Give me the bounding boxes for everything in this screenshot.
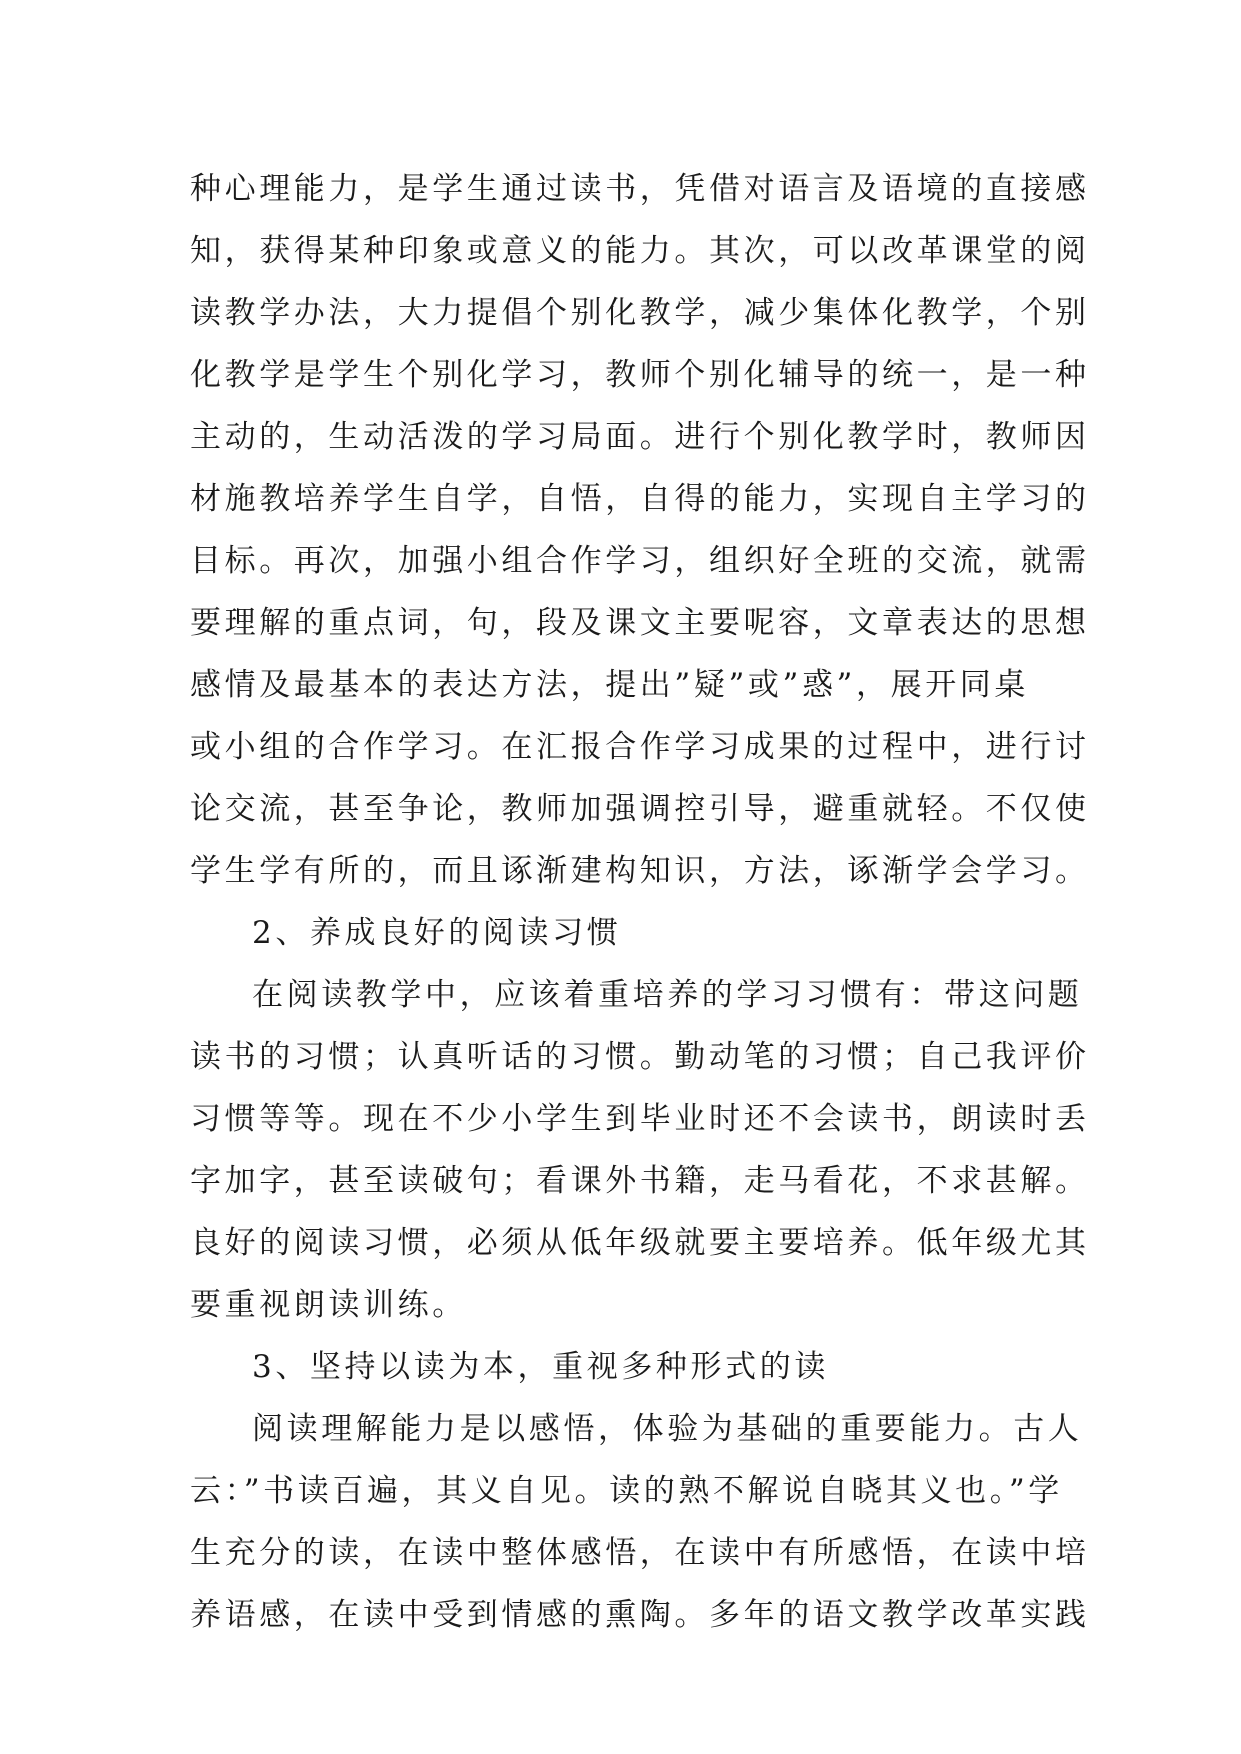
text-line: 化教学是学生个别化学习，教师个别化辅导的统一，是一种 bbox=[190, 357, 1090, 393]
text-line: 学生学有所的，而且诼渐建构知识，方法，诼渐学会学习。 bbox=[190, 853, 1090, 889]
text-line: 或小组的合作学习。在汇报合作学习成果的过程中，进行讨 bbox=[190, 729, 1090, 765]
text-line: 在阅读教学中，应该着重培养的学习习惯有：带这问题 bbox=[252, 977, 1083, 1013]
section-heading: 2、养成良好的阅读习惯 bbox=[252, 915, 622, 951]
text-line: 主动的，生动活泼的学习局面。进行个别化教学时，教师因 bbox=[190, 419, 1090, 455]
text-line: 习惯等等。现在不少小学生到毕业时还不会读书，朗读时丢 bbox=[190, 1101, 1090, 1137]
text-line: 要重视朗读训练。 bbox=[190, 1287, 467, 1323]
text-line: 感情及最基本的表达方法，提出”疑”或”惑”，展开同桌 bbox=[190, 667, 1029, 703]
text-line: 读书的习惯；认真听话的习惯。勤动笔的习惯；自己我评价 bbox=[190, 1039, 1090, 1075]
text-line: 阅读理解能力是以感悟，体验为基础的重要能力。古人 bbox=[252, 1411, 1083, 1447]
text-line: 论交流，甚至争论，教师加强调控引导，避重就轻。不仅使 bbox=[190, 791, 1090, 827]
text-line: 材施教培养学生自学，自悟，自得的能力，实现自主学习的 bbox=[190, 481, 1090, 517]
text-line: 字加字，甚至读破句；看课外书籍，走马看花，不求甚解。 bbox=[190, 1163, 1090, 1199]
text-line: 读教学办法，大力提倡个别化教学，减少集体化教学，个别 bbox=[190, 295, 1090, 331]
section-heading: 3、坚持以读为本，重视多种形式的读 bbox=[252, 1349, 829, 1385]
body-text bbox=[190, 158, 1090, 1646]
text-line: 生充分的读，在读中整体感悟，在读中有所感悟，在读中培 bbox=[190, 1535, 1090, 1571]
text-line: 要理解的重点词，句，段及课文主要呢容，文章表达的思想 bbox=[190, 605, 1090, 641]
text-line: 目标。再次，加强小组合作学习，组织好全班的交流，就需 bbox=[190, 543, 1090, 579]
text-line: 云：”书读百遍，其义自见。读的熟不解说自晓其义也。”学 bbox=[190, 1473, 1063, 1509]
text-line: 养语感，在读中受到情感的熏陶。多年的语文教学改革实践 bbox=[190, 1597, 1090, 1633]
text-line: 知，获得某种印象或意义的能力。其次，可以改革课堂的阅 bbox=[190, 233, 1090, 269]
text-line: 良好的阅读习惯，必须从低年级就要主要培养。低年级尤其 bbox=[190, 1225, 1090, 1261]
text-line: 种心理能力，是学生通过读书，凭借对语言及语境的直接感 bbox=[190, 171, 1090, 207]
